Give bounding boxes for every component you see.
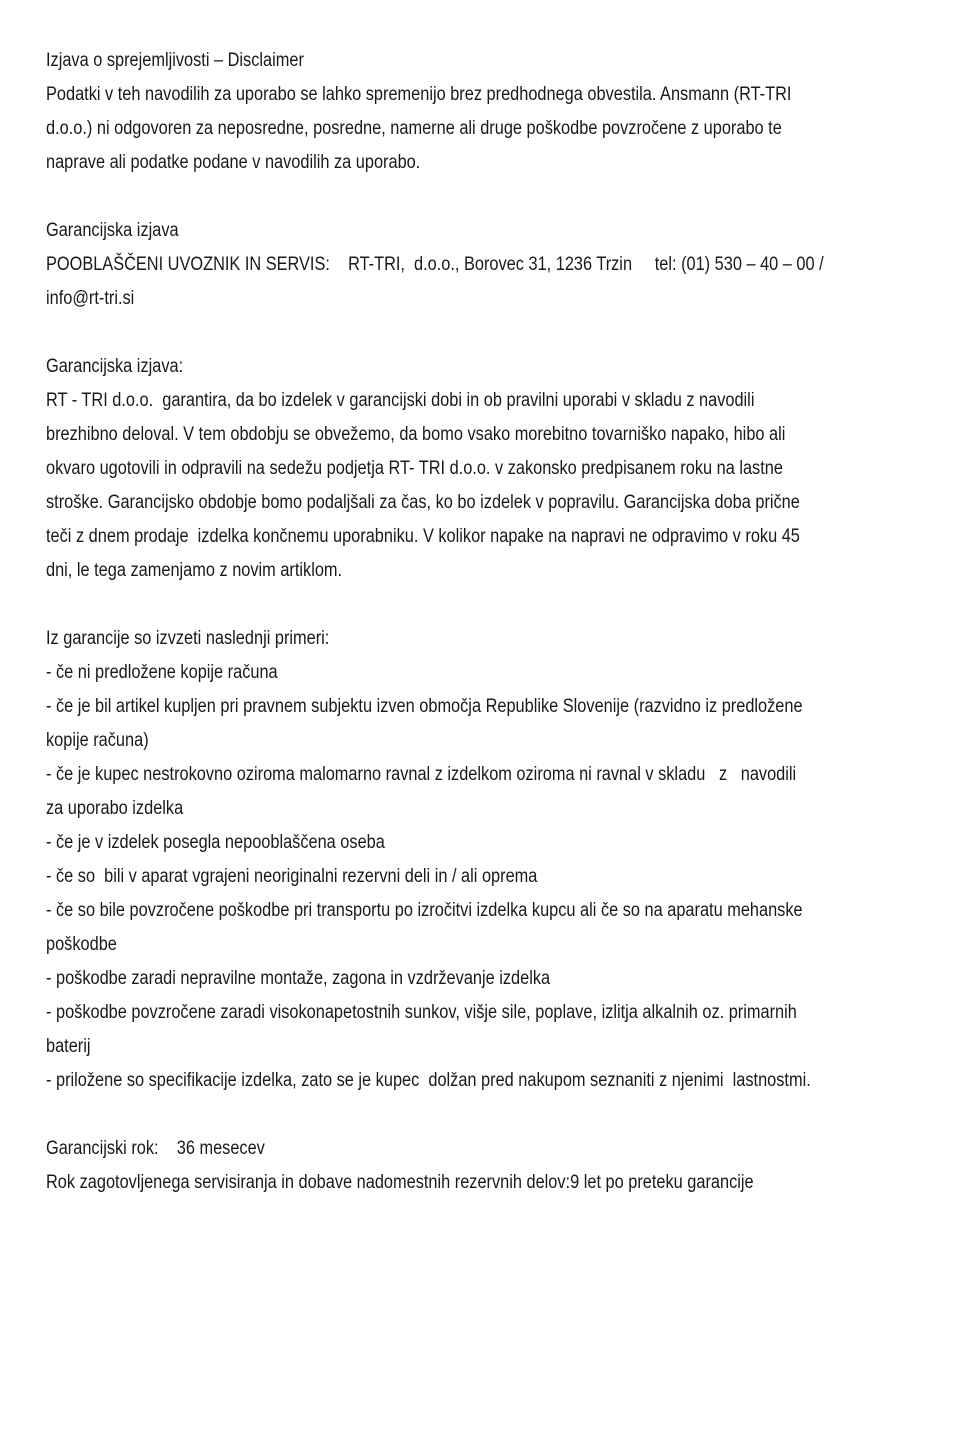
paragraph-gap (46, 180, 926, 214)
paragraph-gap (46, 588, 926, 622)
exclusion-item: - če je bil artikel kupljen pri pravnem subjektu izven območja Republike Slovenije (razvidno iz predložene (46, 696, 803, 717)
warranty-period: Garancijski rok: 36 mesecev (46, 1138, 265, 1159)
warranty-line: dni, le tega zamenjamo z novim artiklom. (46, 560, 343, 581)
exclusion-item: poškodbe (46, 934, 117, 955)
exclusion-item: - če je kupec nestrokovno oziroma malomarno ravnal z izdelkom oziroma ni ravnal v skladu z navodili (46, 764, 797, 785)
warranty-section (46, 350, 926, 588)
paragraph-gap (46, 316, 926, 350)
warranty-line: brezhibno deloval. V tem obdobju se obvežemo, da bomo vsako morebitno tovarniško napako, hibo ali (46, 424, 786, 445)
importer-heading: Garancijska izjava (46, 220, 179, 241)
exclusion-item: - priložene so specifikacije izdelka, zato se je kupec dolžan pred nakupom seznaniti z njenimi lastnostmi. (46, 1070, 811, 1091)
disclaimer-section (46, 44, 926, 180)
importer-section (46, 214, 926, 316)
warranty-heading: Garancijska izjava: (46, 356, 184, 377)
exclusion-item: - poškodbe povzročene zaradi visokonapetostnih sunkov, višje sile, poplave, izlitja alkalnih oz. primarnih (46, 1002, 797, 1023)
exclusion-item: za uporabo izdelka (46, 798, 184, 819)
exclusion-item: - če so bili v aparat vgrajeni neoriginalni rezervni deli in / ali oprema (46, 866, 538, 887)
exclusion-item: - če je v izdelek posegla nepooblaščena oseba (46, 832, 385, 853)
document-page (46, 44, 926, 1200)
exclusions-section (46, 622, 926, 1098)
warranty-line: stroške. Garancijsko obdobje bomo podaljšali za čas, ko bo izdelek v popravilu. Garancijska doba prične (46, 492, 800, 513)
service-period: Rok zagotovljenega servisiranja in dobave nadomestnih rezervnih delov:9 let po preteku garancije (46, 1172, 754, 1193)
disclaimer-line: naprave ali podatke podane v navodilih za uporabo. (46, 152, 421, 173)
exclusions-heading: Iz garancije so izvzeti naslednji primeri: (46, 628, 330, 649)
warranty-line: RT - TRI d.o.o. garantira, da bo izdelek v garancijski dobi in ob pravilni uporabi v skladu z navodili (46, 390, 755, 411)
paragraph-gap (46, 1098, 926, 1132)
exclusion-item: - če ni predložene kopije računa (46, 662, 278, 683)
warranty-line: okvaro ugotovili in odpravili na sedežu podjetja RT- TRI d.o.o. v zakonsko predpisanem roku na lastne (46, 458, 783, 479)
terms-section (46, 1132, 926, 1200)
disclaimer-heading: Izjava o sprejemljivosti – Disclaimer (46, 50, 304, 71)
disclaimer-line: Podatki v teh navodilih za uporabo se lahko spremenijo brez predhodnega obvestila. Ansmann (RT-TRI (46, 84, 792, 105)
exclusion-item: - poškodbe zaradi nepravilne montaže, zagona in vzdrževanje izdelka (46, 968, 551, 989)
warranty-line: teči z dnem prodaje izdelka končnemu uporabniku. V kolikor napake na napravi ne odpravimo v roku 45 (46, 526, 800, 547)
exclusion-item: kopije računa) (46, 730, 149, 751)
exclusion-item: baterij (46, 1036, 91, 1057)
importer-email: info@rt-tri.si (46, 288, 135, 309)
exclusion-item: - če so bile povzročene poškodbe pri transportu po izročitvi izdelka kupcu ali če so na aparatu mehanske (46, 900, 803, 921)
disclaimer-line: d.o.o.) ni odgovoren za neposredne, posredne, namerne ali druge poškodbe povzročene z uporabo te (46, 118, 782, 139)
importer-line: POOBLAŠČENI UVOZNIK IN SERVIS: RT-TRI, d.o.o., Borovec 31, 1236 Trzin tel: (01) 530 – 40 – 00 / (46, 254, 824, 275)
